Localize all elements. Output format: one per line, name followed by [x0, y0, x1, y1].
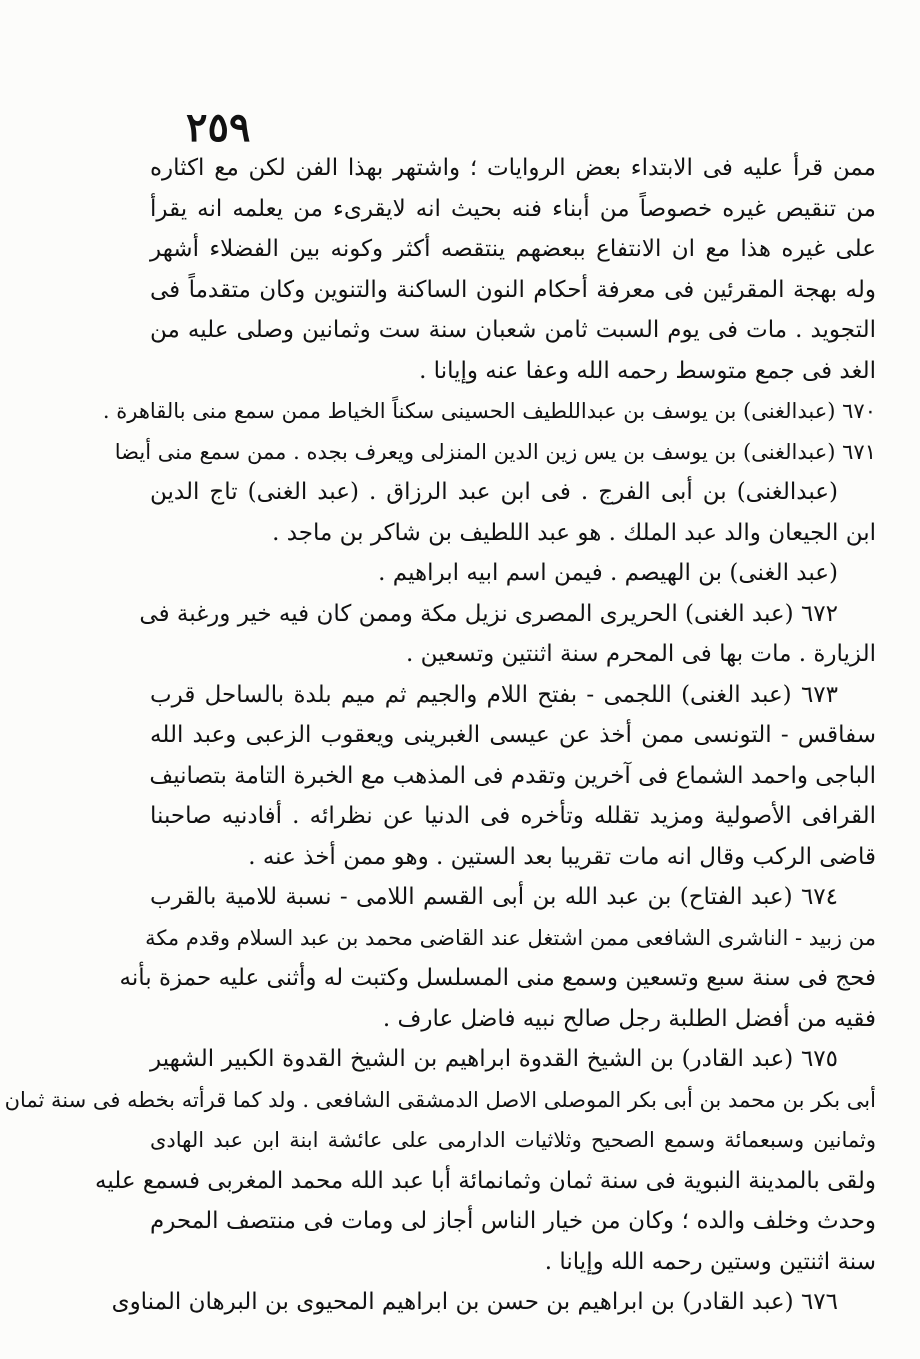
text-line: قاضى الركب وقال انه مات تقريبا بعد الستين . وهو ممن أخذ عنه .	[248, 843, 876, 870]
text-line: ٦٧٢ (عبد الغنى) الحريرى المصرى نزيل مكة وممن كان فيه خير ورغبة فى	[139, 600, 838, 627]
text-line: ٦٧٣ (عبد الغنى) اللجمى - بفتح اللام والجيم ثم ميم بلدة بالساحل قرب	[150, 681, 838, 708]
text-line: فقيه من أفضل الطلبة رجل صالح نبيه فاضل عارف .	[382, 1005, 876, 1032]
text-line: ابن الجيعان والد عبد الملك . هو عبد اللطيف بن شاكر بن ماجد .	[272, 519, 876, 546]
text-line: الزيارة . مات بها فى المحرم سنة اثنتين وتسعين .	[406, 641, 876, 667]
text-line: ولقى بالمدينة النبوية فى سنة ثمان وثمانمائة أبا عبد الله محمد المغربى فسمع عليه	[94, 1167, 876, 1194]
body-text	[4, 148, 876, 1323]
text-line: من زبيد - الناشرى الشافعى ممن اشتغل عند القاضى محمد بن عبد السلام وقدم مكة	[145, 925, 876, 950]
text-line: ٦٧٦ (عبد القادر) بن ابراهيم بن حسن بن ابراهيم المحيوى بن البرهان المناوى	[111, 1289, 838, 1315]
text-line: الباجى واحمد الشماع فى آخرين وتقدم فى المذهب مع الخبرة التامة بتصانيف	[149, 762, 876, 789]
text-line: ٦٧١ (عبدالغنى) بن يوسف بن يس زين الدين المنزلى ويعرف بجده . ممن سمع منى أيضا	[114, 439, 876, 464]
text-line: ممن قرأ عليه فى الابتداء بعض الروايات ؛ واشتهر بهذا الفن لكن مع اكثاره	[150, 155, 876, 181]
text-line: التجويد . مات فى يوم السبت ثامن شعبان سنة ست وثمانين وصلى عليه من	[150, 317, 876, 343]
page-number: ٢٥٩	[186, 104, 251, 151]
text-line: سنة اثنتين وستين رحمه الله وإيانا .	[544, 1248, 876, 1275]
text-line: (عبد الغنى) بن الهيصم . فيمن اسم ابيه ابراهيم .	[378, 560, 838, 586]
text-line: ٦٧٥ (عبد القادر) بن الشيخ القدوة ابراهيم بن الشيخ القدوة الكبير الشهير	[150, 1046, 838, 1072]
text-line: ٦٧٤ (عبد الفتاح) بن عبد الله بن أبى القسم اللامى - نسبة للامية بالقرب	[150, 884, 838, 910]
text-line: سفاقس - التونسى ممن أخذ عن عيسى الغبرينى ويعقوب الزعبى وعبد الله	[150, 722, 876, 748]
text-line: أبى بكر بن محمد بن أبى بكر الموصلى الاصل الدمشقى الشافعى . ولد كما قرأته بخطه فى سنة ثمان	[4, 1087, 876, 1112]
text-line: من تنقيص غيره خصوصاً من أبناء فنه بحيث انه لايقرىء من يعلمه انه يقرأ	[150, 195, 876, 222]
text-line: وثمانين وسبعمائة وسمع الصحيح وثلاثيات الدارمى على عائشة ابنة ابن عبد الهادى	[150, 1128, 876, 1152]
text-line: ٦٧٠ (عبدالغنى) بن يوسف بن عبداللطيف الحسينى سكناً الخياط ممن سمع منى بالقاهرة .	[102, 399, 876, 423]
text-line: وحدث وخلف والده ؛ وكان من خيار الناس أجاز لى ومات فى منتصف المحرم	[150, 1208, 876, 1234]
text-line: فحج فى سنة سبع وتسعين وسمع منى المسلسل وكتبت له وأثنى عليه حمزة بأنه	[119, 965, 876, 991]
text-line: القرافى الأصولية ومزيد تقلله وتأخره فى الدنيا عن نظرائه . أفادنيه صاحبنا	[150, 803, 876, 829]
text-line: (عبدالغنى) بن أبى الفرج . فى ابن عبد الرزاق . (عبد الغنى) تاج الدين	[150, 479, 838, 505]
text-line: الغد فى جمع متوسط رحمه الله وعفا عنه وإيانا .	[419, 357, 876, 384]
text-line: وله بهجة المقرئين فى معرفة أحكام النون الساكنة والتنوين وكان متقدماً فى	[150, 276, 876, 303]
text-line: على غيره هذا مع ان الانتفاع ببعضهم ينتقصه أكثر وكونه بين الفضلاء أشهر	[150, 236, 876, 262]
